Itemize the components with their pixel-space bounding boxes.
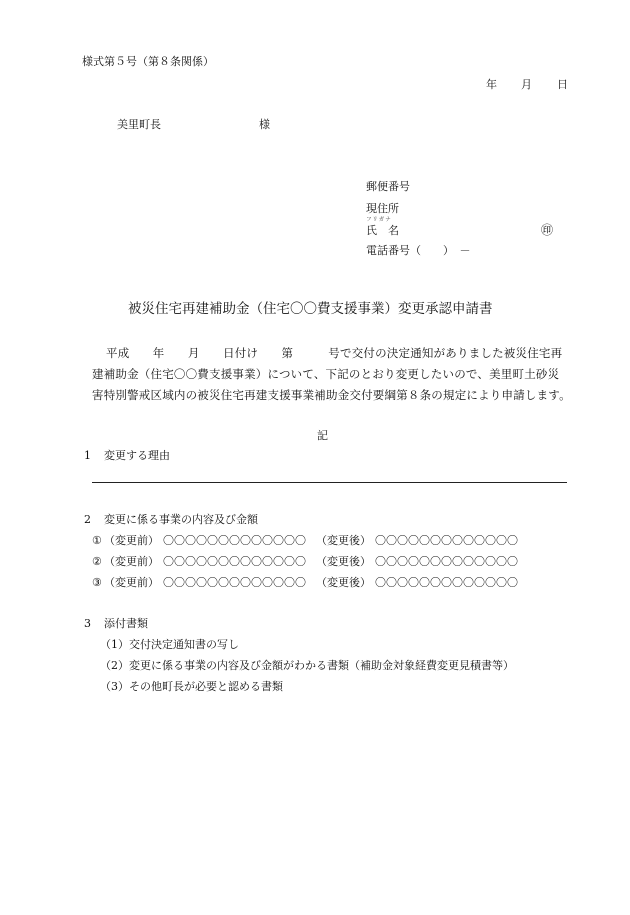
after-label: （変更後） (316, 534, 371, 547)
name-furigana: フリガナ (366, 217, 392, 223)
applicant-name-label: 氏 名 (366, 224, 399, 237)
date-year-label: 年 (486, 78, 497, 91)
date-month-label: 月 (521, 78, 532, 91)
section-1-heading: 変更する理由 (104, 449, 170, 462)
after-value: 〇〇〇〇〇〇〇〇〇〇〇〇〇 (375, 555, 518, 568)
section-3-number: 3 (84, 617, 91, 630)
before-label: （変更前） (104, 555, 159, 568)
after-value: 〇〇〇〇〇〇〇〇〇〇〇〇〇 (375, 534, 518, 547)
form-number: 様式第５号（第８条関係） (82, 55, 214, 68)
section-2-heading: 変更に係る事業の内容及び金額 (104, 513, 258, 526)
attachment-item: （3）その他町長が必要と認める書類 (100, 680, 283, 693)
attachment-item: （1）交付決定通知書の写し (100, 638, 239, 651)
address-label: 現住所 (366, 202, 399, 215)
postal-code-label: 郵便番号 (366, 180, 410, 193)
after-label: （変更後） (316, 555, 371, 568)
body-line-2: 建補助金（住宅〇〇費支援事業）について、下記のとおり変更したいので、美里町土砂災 (92, 367, 560, 381)
ki-heading: 記 (317, 429, 328, 442)
before-value: 〇〇〇〇〇〇〇〇〇〇〇〇〇 (163, 555, 306, 568)
attachment-item: （2）変更に係る事業の内容及び金額がわかる書類（補助金対象経費変更見積書等） (100, 659, 514, 672)
row-marker: ② (92, 555, 102, 568)
after-value: 〇〇〇〇〇〇〇〇〇〇〇〇〇 (375, 576, 518, 589)
addressee-honorific: 様 (259, 118, 270, 131)
addressee-name: 美里町長 (117, 118, 161, 131)
after-label: （変更後） (316, 576, 371, 589)
body-line-3: 害特別警戒区域内の被災住宅再建支援事業補助金交付要綱第８条の規定により申請します。 (92, 388, 571, 402)
before-value: 〇〇〇〇〇〇〇〇〇〇〇〇〇 (163, 576, 306, 589)
row-marker: ③ (92, 576, 102, 589)
before-label: （変更前） (104, 534, 159, 547)
section-3-heading: 添付書類 (104, 617, 148, 630)
row-marker: ① (92, 534, 102, 547)
seal-mark: ㊞ (541, 223, 554, 237)
phone-label: 電話番号（ ） － (366, 244, 471, 257)
document-title: 被災住宅再建補助金（住宅〇〇費支援事業）変更承認申請書 (128, 301, 493, 317)
section-1-number: 1 (84, 449, 91, 462)
date-day-label: 日 (557, 78, 568, 91)
before-value: 〇〇〇〇〇〇〇〇〇〇〇〇〇 (163, 534, 306, 547)
section-2-number: 2 (84, 513, 91, 526)
before-label: （変更前） (104, 576, 159, 589)
reason-underline (92, 482, 567, 483)
body-line-1: 平成 年 月 日付け 第 号で交付の決定通知がありました被災住宅再 (106, 346, 563, 360)
